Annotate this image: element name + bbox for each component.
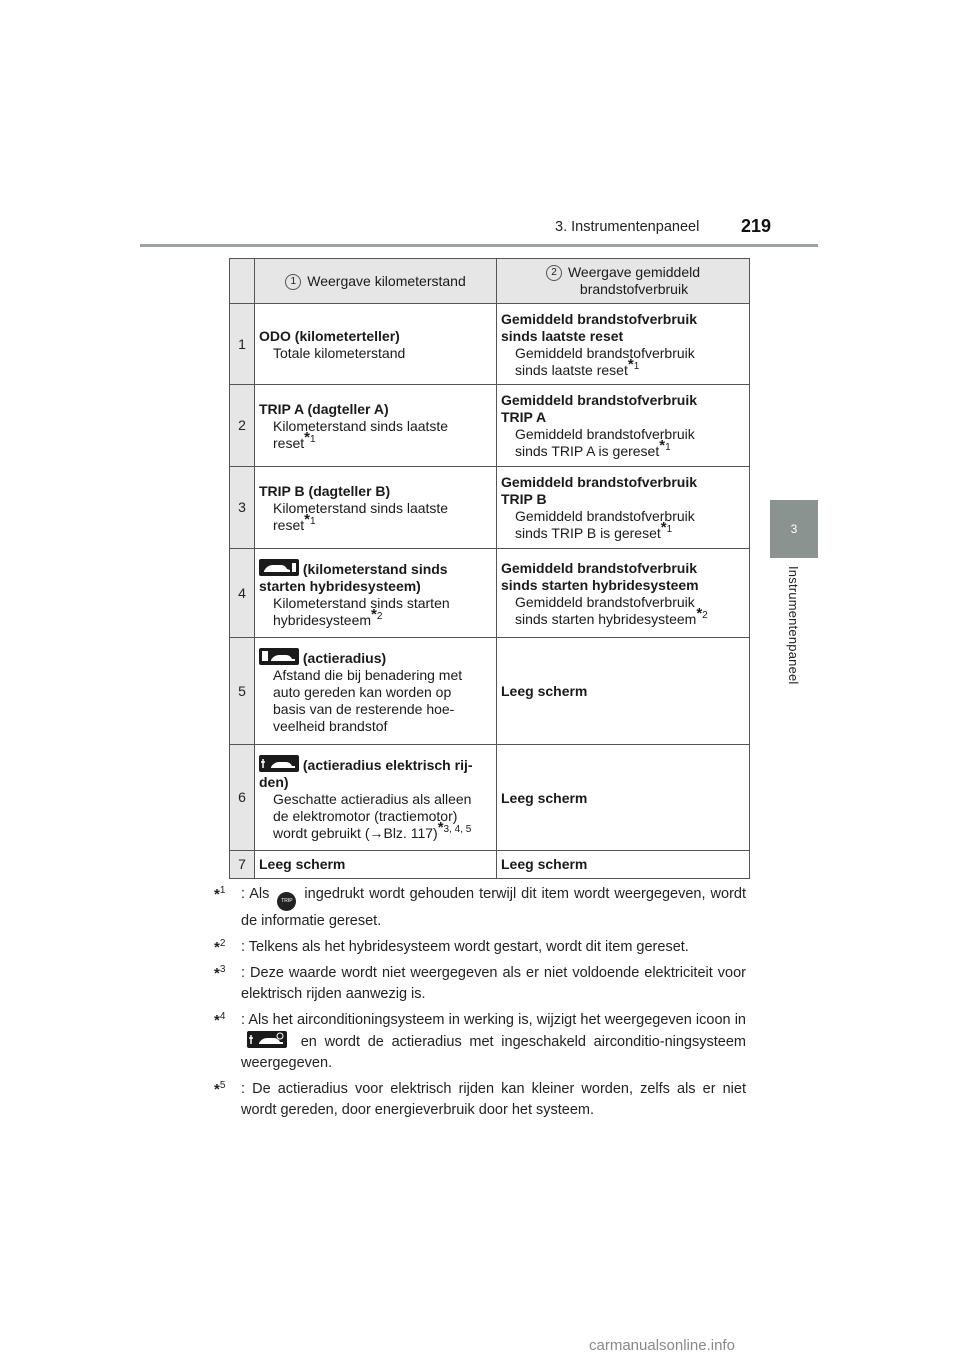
- chapter-tab[interactable]: 3: [770, 500, 818, 558]
- table-row: 1 ODO (kilometerteller) Totale kilometerstand Gemiddeld brandstofverbruik sinds laatste reset Gemiddeld brandstofverbruik sinds laatste reset$^{*1}$: [230, 304, 750, 385]
- header-divider: [140, 244, 818, 247]
- footnotes: [214, 884, 746, 1126]
- arrow-icon: →: [369, 824, 384, 841]
- table-row: 3 TRIP B (dagteller B) Kilometerstand sinds laatste reset$^{*1}$ Gemiddeld brandstofverbruik TRIP B Gemiddeld brandstofverbruik sinds TRIP B is gereset$^{*1}$: [230, 467, 750, 549]
- ev-range-icon: [259, 755, 299, 772]
- col2-header: 2 Weergave gemiddeld brandstofverbruik: [497, 259, 750, 304]
- table-row: 4 (kilometerstand sinds starten hybridesysteem) Kilometerstand sinds starten hybridesysteem$^{*2}$ Gemiddeld brandstofverbruik sinds starten hybridesysteem Gemiddeld brandstofverbruik sinds starten hybridesysteem$^{*2}$: [230, 549, 750, 638]
- footnote-3: *$^3$ : Deze waarde wordt niet weergegeven als er niet voldoende elektriciteit voor elektrisch rijden aanwezig is.: [214, 964, 746, 1002]
- header-empty-cell: [230, 259, 255, 304]
- watermark: carmanualsonline.info: [589, 1337, 735, 1354]
- table-row: 2 TRIP A (dagteller A) Kilometerstand sinds laatste reset$^{*1}$ Gemiddeld brandstofverbruik TRIP A Gemiddeld brandstofverbruik sinds TRIP A is gereset$^{*1}$: [230, 385, 750, 467]
- page-number: 219: [741, 216, 772, 236]
- display-items-table: [229, 258, 750, 879]
- table-row: 5 (actieradius) Afstand die bij benadering met auto gereden kan worden op basis van de resterende hoe- veelheid brandstof Leeg scherm: [230, 638, 750, 745]
- marker-1-icon: 1: [285, 274, 301, 290]
- table-header-row: [230, 259, 750, 304]
- col1-header: 1 Weergave kilometerstand: [255, 259, 497, 304]
- table-row: 7 Leeg scherm Leeg scherm: [230, 851, 750, 879]
- section-title: 3. Instrumentenpaneel: [555, 219, 700, 235]
- table-row: 6 (actieradius elektrisch rij- den) Geschatte actieradius als alleen de elektromotor (tractiemotor) wordt gebruikt (→Blz. 117)$^{*3, 4, 5}$ Leeg scherm: [230, 745, 750, 851]
- footnote-2: *$^2$ : Telkens als het hybridesysteem wordt gestart, wordt dit item gereset.: [214, 938, 689, 956]
- hybrid-odometer-icon: [259, 559, 299, 576]
- page-reference-link[interactable]: Blz. 117): [383, 824, 438, 841]
- footnote-5: *$^5$ : De actieradius voor elektrisch rijden kan kleiner worden, zelfs als er niet wordt gereden, door energieverbruik door het systeem.: [214, 1080, 746, 1118]
- footnote-1: *$^1$ : Als TRIP ingedrukt wordt gehouden terwijl dit item wordt weergegeven, wordt de informatie gereset.: [214, 885, 746, 929]
- chapter-title: Instrumentenpaneel: [786, 566, 801, 685]
- ev-range-ac-icon: [247, 1031, 287, 1048]
- footnote-4: *$^4$ : Als het airconditioningsysteem in werking is, wijzigt het weergegeven icoon in en wordt de actieradius met ingeschakeld airconditio-ningsysteem weergegeven.: [214, 1011, 746, 1071]
- fuel-range-icon: [259, 648, 299, 665]
- marker-2-icon: 2: [546, 265, 562, 281]
- trip-button-icon: TRIP: [277, 892, 296, 911]
